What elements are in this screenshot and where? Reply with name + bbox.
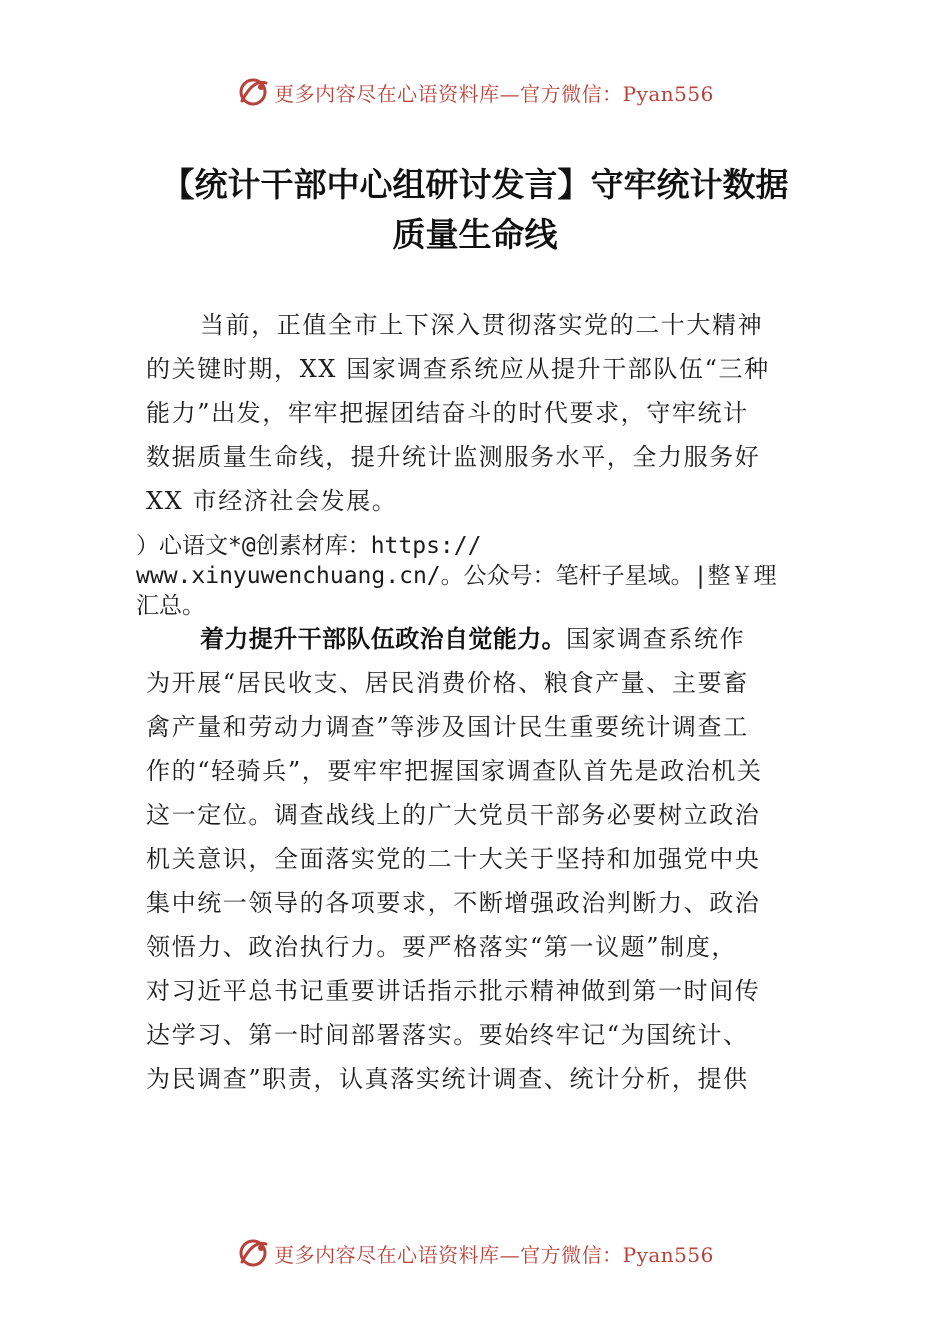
watermark-line: 汇总。: [136, 593, 205, 619]
political-awareness-paragraph: [146, 617, 812, 1101]
banner-text: 更多内容尽在心语资料库—官方微信：Pyan556: [274, 81, 714, 106]
paragraph-line: 为开展“居民收支、居民消费价格、粮食产量、主要畜: [146, 669, 749, 697]
watermark-line: ）心语文*@创素材库：https://: [136, 533, 482, 559]
paragraph-line: 禽产量和劳动力调查”等涉及国计民生重要统计调查工: [146, 713, 749, 741]
watermark-text: [136, 531, 836, 621]
intro-paragraph: [146, 303, 812, 523]
paragraph-lead-heading: 着力提升干部队伍政治自觉能力。: [200, 625, 566, 653]
header-banner: [0, 72, 950, 112]
title-line: 质量生命线: [392, 215, 558, 254]
brush-seal-logo-icon: [236, 75, 270, 109]
paragraph-line: XX 市经济社会发展。: [146, 487, 398, 515]
paragraph-line: 为民调查”职责，认真落实统计调查、统计分析，提供: [146, 1065, 749, 1093]
paragraph-line: 集中统一领导的各项要求，不断增强政治判断力、政治: [146, 889, 761, 917]
document-title: [60, 160, 890, 260]
footer-banner: [0, 1233, 950, 1273]
banner-text: 更多内容尽在心语资料库—官方微信：Pyan556: [274, 1242, 714, 1267]
paragraph-line: 领悟力、政治执行力。要严格落实“第一议题”制度，: [146, 933, 737, 961]
paragraph-line: 的关键时期，XX 国家调查系统应从提升干部队伍“三种: [146, 355, 770, 383]
paragraph-line: 数据质量生命线，提升统计监测服务水平，全力服务好: [146, 443, 761, 471]
paragraph-line: 机关意识，全面落实党的二十大关于坚持和加强党中央: [146, 845, 761, 873]
paragraph-first-line: [146, 617, 812, 661]
paragraph-line: 作的“轻骑兵”，要牢牢把握国家调查队首先是政治机关: [146, 757, 763, 785]
paragraph-line: 当前，正值全市上下深入贯彻落实党的二十大精神: [200, 311, 764, 339]
paragraph-line-rest: 国家调查系统作: [566, 625, 746, 653]
paragraph-line: 能力”出发，牢牢把握团结奋斗的时代要求，守牢统计: [146, 399, 749, 427]
brush-seal-logo-icon: [236, 1236, 270, 1270]
watermark-line: www.xinyuwenchuang.cn/。公众号：笔杆子星域。|整￥理: [136, 563, 777, 589]
paragraph-line: 达学习、第一时间部署落实。要始终牢记“为国统计、: [146, 1021, 749, 1049]
paragraph-line: 对习近平总书记重要讲话指示批示精神做到第一时间传: [146, 977, 761, 1005]
title-line: 【统计干部中心组研讨发言】守牢统计数据: [161, 165, 789, 204]
paragraph-line: 这一定位。调查战线上的广大党员干部务必要树立政治: [146, 801, 761, 829]
